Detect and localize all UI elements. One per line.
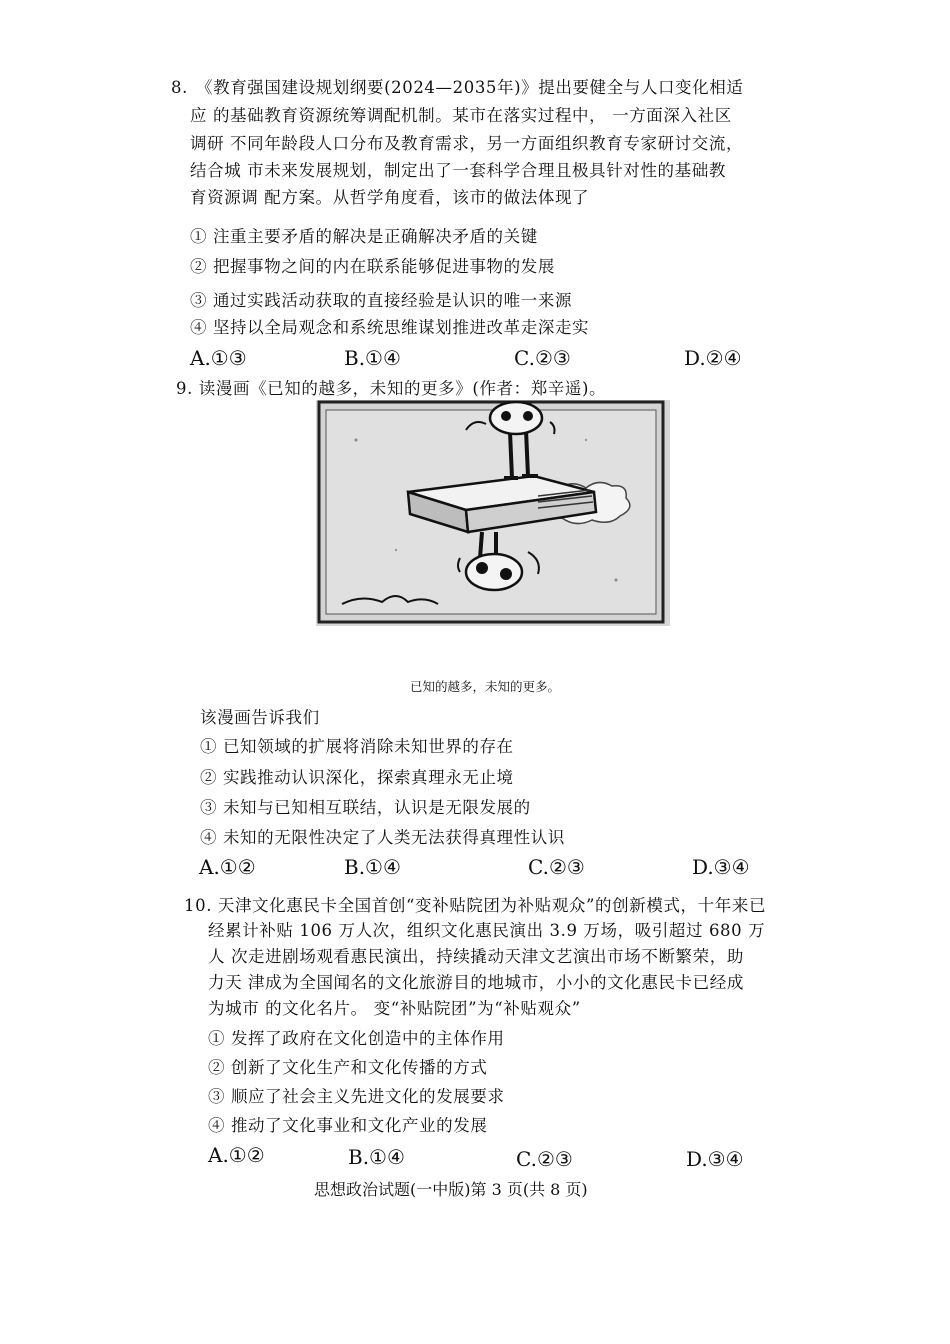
question-9-option-d: D.③④ xyxy=(692,855,750,879)
question-9-option-c: C.②③ xyxy=(528,855,585,879)
question-8-option-d: D.②④ xyxy=(684,346,742,370)
question-10-stem-line-3: 人 次走进剧场观看惠民演出，持续撬动天津文艺演出市场不断繁荣，助 xyxy=(208,947,744,966)
question-10-item-4: ④ 推动了文化事业和文化产业的发展 xyxy=(208,1116,488,1135)
question-9-stem: 9. 读漫画《已知的越多，未知的更多》(作者：郑辛遥)。 xyxy=(176,379,607,398)
cartoon-illustration xyxy=(316,400,670,626)
question-9-item-3: ③ 未知与已知相互联结，认识是无限发展的 xyxy=(200,798,531,817)
question-10-option-d: D.③④ xyxy=(686,1147,744,1171)
question-9-option-b: B.①④ xyxy=(344,855,401,879)
question-8-stem-line-2: 应 的基础教育资源统筹调配机制。某市在落实过程中， 一方面深入社区 xyxy=(190,106,732,125)
question-9-option-a: A.①② xyxy=(199,855,256,879)
question-9-item-4: ④ 未知的无限性决定了人类无法获得真理性认识 xyxy=(200,828,565,847)
question-9-item-1: ① 已知领域的扩展将消除未知世界的存在 xyxy=(200,737,514,756)
question-8-stem-line-5: 育资源调 配方案。从哲学角度看，该市的做法体现了 xyxy=(190,188,590,207)
question-10-option-b: B.①④ xyxy=(348,1145,405,1169)
question-8-stem-line-3: 调研 不同年龄段人口分布及教育需求，另一方面组织教育专家研讨交流， xyxy=(190,134,744,153)
question-8-stem-line-4: 结合城 市未来发展规划，制定出了一套科学合理且极具针对性的基础教 xyxy=(190,161,726,180)
question-10-item-2: ② 创新了文化生产和文化传播的方式 xyxy=(208,1058,488,1077)
question-10-stem-line-1: 10. 天津文化惠民卡全国首创“变补贴院团为补贴观众”的创新模式，十年来已 xyxy=(184,896,767,915)
cartoon-caption: 已知的越多，未知的更多。 xyxy=(410,679,561,694)
question-9-item-2: ② 实践推动认识深化，探索真理永无止境 xyxy=(200,768,514,787)
question-10-stem-line-5: 为城市 的文化名片。 变“补贴院团”为“补贴观众” xyxy=(208,999,581,1018)
question-8-option-b: B.①④ xyxy=(344,346,401,370)
question-8-item-2: ② 把握事物之间的内在联系能够促进事物的发展 xyxy=(190,257,555,276)
question-8-option-a: A.①③ xyxy=(190,346,247,370)
cartoon-image xyxy=(316,400,670,626)
page-footer: 思想政治试题(一中版)第 3 页(共 8 页) xyxy=(314,1180,588,1199)
question-10-option-c: C.②③ xyxy=(516,1147,573,1171)
question-8-item-4: ④ 坚持以全局观念和系统思维谋划推进改革走深走实 xyxy=(190,318,590,337)
question-8-number: 8. xyxy=(171,78,188,97)
question-10-item-3: ③ 顺应了社会主义先进文化的发展要求 xyxy=(208,1087,505,1106)
question-10-stem-line-2: 经累计补贴 106 万人次，组织文化惠民演出 3.9 万场，吸引超过 680 万 xyxy=(208,921,766,940)
question-8-stem-line-1: 《教育强国建设规划纲要(2024—2035年)》提出要健全与人口变化相适 xyxy=(196,78,744,97)
question-10-item-1: ① 发挥了政府在文化创造中的主体作用 xyxy=(208,1029,505,1048)
question-9-prompt: 该漫画告诉我们 xyxy=(200,708,320,727)
question-8-item-3: ③ 通过实践活动获取的直接经验是认识的唯一来源 xyxy=(190,291,573,310)
question-10-stem-line-4: 力天 津成为全国闻名的文化旅游目的地城市，小小的文化惠民卡已经成 xyxy=(208,973,744,992)
question-10-option-a: A.①② xyxy=(208,1143,265,1167)
question-8-item-1: ① 注重主要矛盾的解决是正确解决矛盾的关键 xyxy=(190,227,538,246)
question-8-option-c: C.②③ xyxy=(514,346,571,370)
